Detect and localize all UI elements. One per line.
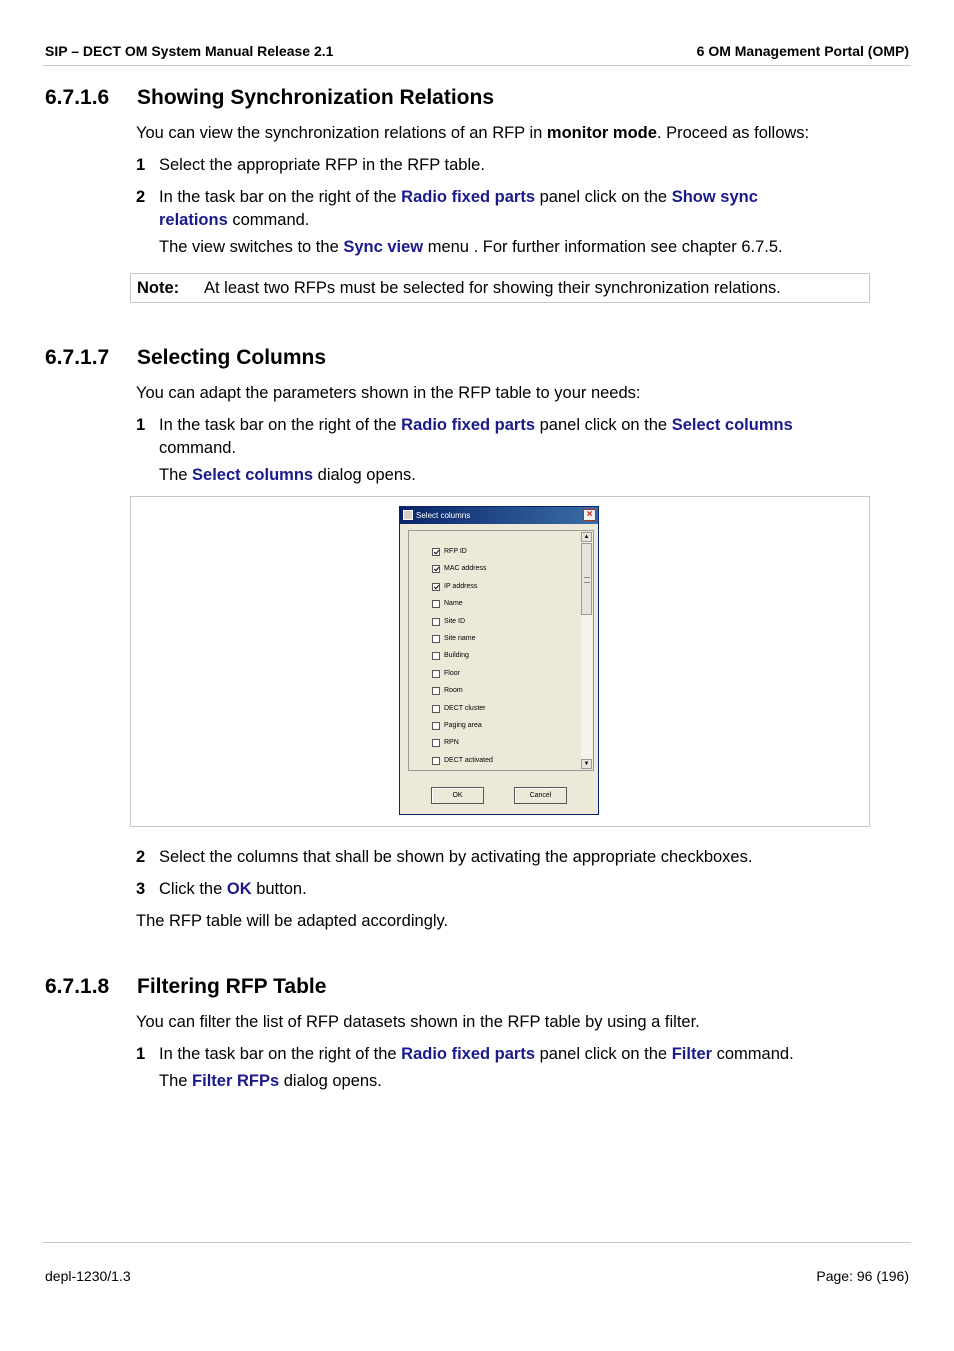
dialog-title-bar[interactable] [400, 507, 598, 524]
ui-term: Sync view [343, 238, 424, 256]
step-text: In the task bar on the right of the Radio fixed parts panel click on the Filter command. [159, 1045, 794, 1063]
checkbox-label: Building [444, 652, 469, 660]
header-divider [43, 65, 911, 66]
footer-divider [43, 1242, 911, 1243]
step-item [136, 186, 856, 232]
note-label: Note: [137, 279, 180, 297]
ui-term: Filter [671, 1045, 713, 1063]
step-result [136, 1070, 856, 1093]
step-text: Select the columns that shall be shown by activating the appropriate checkboxes. [159, 848, 753, 866]
step-number: 1 [136, 156, 146, 174]
paragraph [136, 122, 809, 145]
running-header-left: SIP – DECT OM System Manual Release 2.1 [45, 43, 334, 59]
step-result [136, 236, 856, 259]
section-heading [45, 975, 326, 999]
checkbox[interactable] [432, 722, 440, 730]
ui-term: Filter RFPs [192, 1072, 280, 1090]
checkbox[interactable] [432, 583, 440, 591]
step-text: Select the appropriate RFP in the RFP table. [159, 156, 485, 174]
checkbox-label: Floor [444, 669, 460, 677]
step-number: 2 [136, 188, 146, 206]
ui-term: Radio fixed parts [401, 416, 536, 434]
section-number: 6.7.1.8 [45, 975, 110, 998]
step-item [136, 154, 856, 177]
checkbox[interactable] [432, 705, 440, 713]
step-text: Click the OK button. [159, 880, 307, 898]
ok-button[interactable]: OK [431, 787, 484, 804]
checkbox[interactable] [432, 565, 440, 573]
ui-term: Show sync relations [159, 188, 758, 229]
section-title: Selecting Columns [137, 346, 327, 369]
section-title: Filtering RFP Table [137, 975, 327, 998]
checkbox-label: IP address [444, 582, 478, 590]
checkbox[interactable] [432, 739, 440, 747]
checkbox-label: Site ID [444, 617, 466, 625]
step-text: In the task bar on the right of the Radio fixed parts panel click on the Show sync relations command. [159, 188, 758, 229]
ui-term: Radio fixed parts [401, 1045, 536, 1063]
dialog-title: Select columns [416, 511, 471, 520]
ui-term: Select columns [671, 416, 793, 434]
ui-term: Radio fixed parts [401, 188, 536, 206]
emphasis: monitor mode [546, 124, 657, 142]
page-number: Page: 96 (196) [816, 1268, 909, 1284]
scroll-thumb[interactable] [581, 543, 592, 615]
checkbox-label: Name [444, 600, 463, 608]
step-item [136, 414, 856, 460]
section-heading [45, 346, 326, 370]
text: You can view the synchronization relations of an RFP in [136, 124, 547, 142]
section-number: 6.7.1.6 [45, 86, 110, 109]
cancel-button[interactable]: Cancel [514, 787, 567, 804]
checkbox-label: DECT cluster [444, 704, 486, 712]
checkbox[interactable] [432, 757, 440, 765]
step-number: 1 [136, 416, 146, 434]
scroll-up-icon[interactable]: ▲ [581, 532, 592, 542]
scroll-down-icon[interactable]: ▼ [581, 759, 592, 769]
scrollbar[interactable] [581, 532, 592, 769]
checkbox-label: MAC address [444, 565, 487, 573]
checkbox[interactable] [432, 652, 440, 660]
section-number: 6.7.1.7 [45, 346, 110, 369]
checkbox[interactable] [432, 687, 440, 695]
paragraph: The RFP table will be adapted accordingly. [136, 912, 449, 930]
step-number: 1 [136, 1045, 146, 1063]
paragraph: You can filter the list of RFP datasets shown in the RFP table by using a filter. [136, 1013, 700, 1031]
checkbox-label: Room [444, 687, 463, 695]
checkbox[interactable] [432, 618, 440, 626]
step-result-text: The Filter RFPs dialog opens. [159, 1072, 382, 1090]
step-item [136, 1043, 856, 1066]
step-result-text: The Select columns dialog opens. [159, 466, 416, 484]
step-result-text: The view switches to the Sync view menu . For further information see chapter 6.7.5. [159, 238, 783, 256]
checkbox-label: Site name [444, 635, 476, 642]
close-icon[interactable]: × [583, 509, 596, 521]
paragraph: You can adapt the parameters shown in the RFP table to your needs: [136, 384, 641, 402]
app-icon [403, 510, 413, 520]
step-result [136, 464, 856, 487]
checkbox-label: RPN [444, 739, 459, 747]
checkbox[interactable] [432, 600, 440, 608]
step-number: 2 [136, 848, 146, 866]
checkbox[interactable] [432, 635, 440, 643]
document-id: depl-1230/1.3 [45, 1268, 131, 1284]
step-number: 3 [136, 880, 146, 898]
ui-term: OK [226, 880, 252, 898]
running-header-right: 6 OM Management Portal (OMP) [696, 43, 909, 59]
text: . Proceed as follows: [656, 124, 810, 142]
step-text: In the task bar on the right of the Radio fixed parts panel click on the Select columns command. [159, 416, 793, 457]
ui-term: Select columns [192, 466, 314, 484]
note-box [130, 273, 870, 303]
checkbox-label: Paging area [444, 722, 482, 729]
checkbox[interactable] [432, 548, 440, 556]
select-columns-dialog [399, 506, 599, 815]
step-item [136, 878, 856, 901]
step-item [136, 846, 856, 869]
note-text: At least two RFPs must be selected for showing their synchronization relations. [204, 279, 781, 297]
checkbox[interactable] [432, 670, 440, 678]
checkbox-label: RFP ID [444, 548, 467, 555]
section-title: Showing Synchronization Relations [137, 86, 495, 109]
checkbox-label: DECT activated [444, 756, 493, 764]
section-heading [45, 86, 494, 110]
column-checkbox-list [408, 530, 594, 771]
